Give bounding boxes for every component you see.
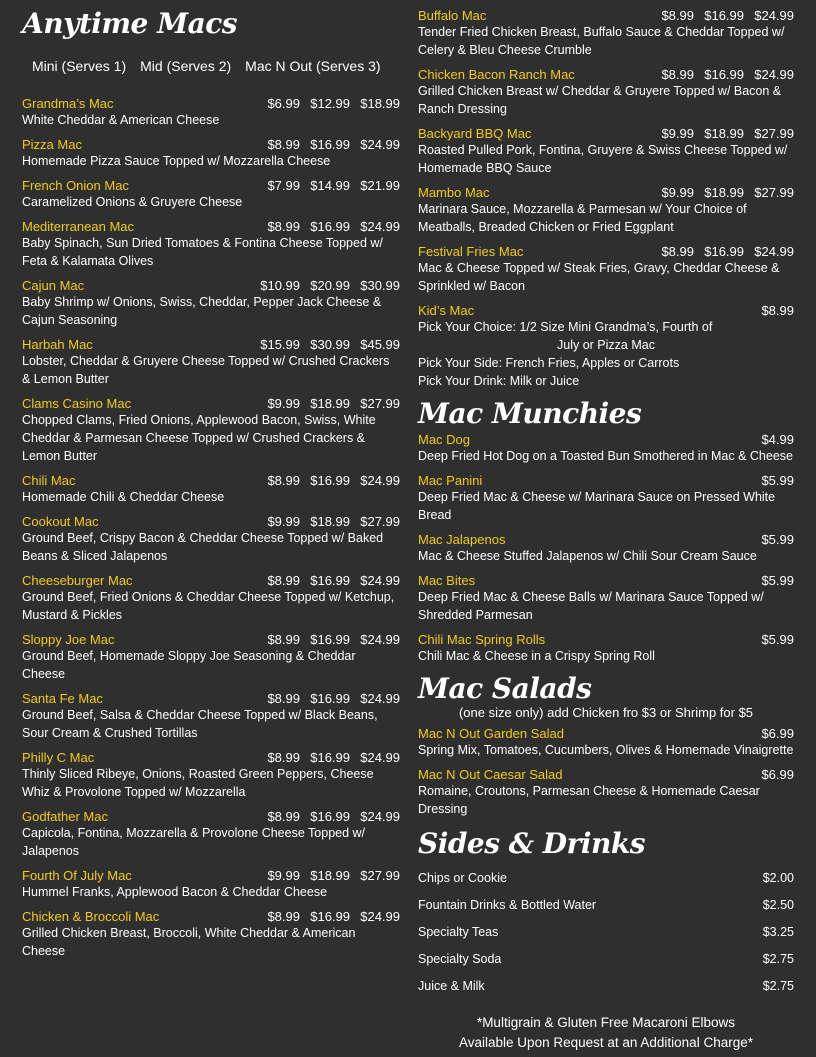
menu-item-price: $5.99 bbox=[761, 632, 794, 647]
menu-item-price: $16.99 bbox=[310, 219, 350, 234]
menu-item-name: Cajun Mac bbox=[22, 278, 85, 293]
menu-item-name: Chicken & Broccoli Mac bbox=[22, 909, 160, 924]
menu-item-description: Deep Fried Hot Dog on a Toasted Bun Smothered in Mac & Cheese bbox=[418, 449, 793, 463]
menu-item bbox=[418, 632, 794, 665]
menu-item-name: Clams Casino Mac bbox=[22, 396, 132, 411]
menu-item-description: Mac & Cheese Topped w/ Steak Fries, Gravy, Cheddar Cheese & Sprinkled w/ Bacon bbox=[418, 261, 780, 293]
menu-item bbox=[22, 337, 400, 388]
menu-item-description: Ground Beef, Homemade Sloppy Joe Seasoning & Cheddar Cheese bbox=[22, 649, 356, 681]
menu-item-description: Homemade Pizza Sauce Topped w/ Mozzarella Cheese bbox=[22, 154, 331, 168]
menu-item bbox=[22, 178, 400, 211]
menu-item-price: $24.99 bbox=[754, 244, 794, 259]
side-item-name: Chips or Cookie bbox=[418, 870, 507, 885]
menu-item bbox=[22, 396, 400, 465]
side-item-price: $3.25 bbox=[762, 924, 794, 939]
menu-item-name: Kid’s Mac bbox=[418, 303, 475, 318]
menu-item-name: Grandma’s Mac bbox=[22, 96, 114, 111]
kids-side-line: Pick Your Side: French Fries, Apples or Carrots bbox=[418, 356, 680, 370]
side-item-name: Specialty Teas bbox=[418, 924, 499, 939]
menu-item-name: Mac Bites bbox=[418, 573, 476, 588]
menu-item bbox=[22, 573, 400, 624]
menu-item-price: $8.99 bbox=[267, 809, 300, 824]
menu-item-description: Romaine, Croutons, Parmesan Cheese & Homemade Caesar Dressing bbox=[418, 784, 760, 816]
menu-item-price: $24.99 bbox=[754, 67, 794, 82]
menu-item bbox=[22, 473, 400, 506]
menu-item-name: Mac N Out Caesar Salad bbox=[418, 767, 563, 782]
side-item-price: $2.50 bbox=[762, 897, 794, 912]
menu-item-price: $27.99 bbox=[360, 868, 400, 883]
menu-item-name: Mac Jalapenos bbox=[418, 532, 506, 547]
menu-item-price: $16.99 bbox=[310, 632, 350, 647]
menu-item-price: $5.99 bbox=[761, 532, 794, 547]
menu-item bbox=[22, 632, 400, 683]
menu-item-name: Cookout Mac bbox=[22, 514, 99, 529]
menu-item bbox=[418, 67, 794, 118]
menu-item-price: $24.99 bbox=[360, 137, 400, 152]
menu-item bbox=[22, 514, 400, 565]
salads-list bbox=[418, 726, 794, 818]
footnote-line-1: *Multigrain & Gluten Free Macaroni Elbows bbox=[476, 1015, 736, 1030]
menu-item-price: $9.99 bbox=[267, 868, 300, 883]
footnote bbox=[418, 1013, 794, 1053]
menu-item-name: Santa Fe Mac bbox=[22, 691, 103, 706]
menu-item bbox=[418, 8, 794, 59]
menu-item-price: $16.99 bbox=[310, 909, 350, 924]
menu-item-description: Hummel Franks, Applewood Bacon & Cheddar Cheese bbox=[22, 885, 328, 899]
menu-item-description: White Cheddar & American Cheese bbox=[22, 113, 220, 127]
menu-item-price: $8.99 bbox=[267, 691, 300, 706]
right-column bbox=[418, 0, 794, 1053]
menu-item bbox=[22, 909, 400, 960]
menu-item-price: $18.99 bbox=[704, 185, 744, 200]
side-item-price: $2.75 bbox=[762, 951, 794, 966]
menu-item-description: Roasted Pulled Pork, Fontina, Gruyere & Swiss Cheese Topped w/ Homemade BBQ Sauce bbox=[418, 143, 788, 175]
menu-item bbox=[22, 137, 400, 170]
menu-item-name: Sloppy Joe Mac bbox=[22, 632, 115, 647]
menu-item-name: Mac Panini bbox=[418, 473, 483, 488]
menu-item-price: $8.99 bbox=[267, 473, 300, 488]
menu-item-price: $16.99 bbox=[310, 691, 350, 706]
size-mini: Mini (Serves 1) bbox=[32, 58, 127, 74]
menu-item-name: Harbah Mac bbox=[22, 337, 93, 352]
menu-item bbox=[22, 750, 400, 801]
menu-item-price: $24.99 bbox=[360, 632, 400, 647]
menu-item-description: Chopped Clams, Fried Onions, Applewood Bacon, Swiss, White Cheddar & Parmesan Cheese Topped w/ Crushed Crackers & Lemon Butter bbox=[22, 413, 376, 463]
menu-item-price: $16.99 bbox=[704, 8, 744, 23]
menu-item-description: Baby Shrimp w/ Onions, Swiss, Cheddar, Pepper Jack Cheese & Cajun Seasoning bbox=[22, 295, 382, 327]
menu-item-price: $27.99 bbox=[754, 126, 794, 141]
menu-item-price: $16.99 bbox=[704, 67, 744, 82]
menu-item-description bbox=[418, 318, 794, 390]
menu-item-description: Deep Fried Mac & Cheese Balls w/ Marinara Sauce Topped w/ Shredded Parmesan bbox=[418, 590, 764, 622]
menu-item-price: $27.99 bbox=[360, 514, 400, 529]
kids-choice-line: Pick Your Choice: 1/2 Size Mini Grandma’s, Fourth of bbox=[418, 320, 713, 334]
menu-item-price: $18.99 bbox=[310, 514, 350, 529]
menu-item-description: Grilled Chicken Breast, Broccoli, White Cheddar & American Cheese bbox=[22, 926, 356, 958]
menu-item-price: $5.99 bbox=[761, 473, 794, 488]
menu-item-price: $30.99 bbox=[310, 337, 350, 352]
menu-item-price: $8.99 bbox=[761, 303, 794, 318]
menu-item-price: $9.99 bbox=[661, 185, 694, 200]
menu-item-price: $16.99 bbox=[310, 573, 350, 588]
menu-item bbox=[22, 868, 400, 901]
menu-item-price: $9.99 bbox=[661, 126, 694, 141]
menu-item bbox=[418, 185, 794, 236]
menu-item-price: $16.99 bbox=[310, 473, 350, 488]
side-item bbox=[418, 864, 794, 891]
menu-item-name: Cheeseburger Mac bbox=[22, 573, 133, 588]
menu-item-price: $16.99 bbox=[310, 137, 350, 152]
side-item-price: $2.00 bbox=[762, 870, 794, 885]
kids-drink-line: Pick Your Drink: Milk or Juice bbox=[418, 374, 580, 388]
menu-item-name: Festival Fries Mac bbox=[418, 244, 524, 259]
menu-item-price: $21.99 bbox=[360, 178, 400, 193]
menu-item-description: Deep Fried Mac & Cheese w/ Marinara Sauce on Pressed White Bread bbox=[418, 490, 776, 522]
menu-item-description: Ground Beef, Salsa & Cheddar Cheese Topped w/ Black Beans, Sour Cream & Crushed Tortillas bbox=[22, 708, 378, 740]
specialty-menu-list bbox=[418, 8, 794, 295]
menu-item-price: $24.99 bbox=[360, 473, 400, 488]
menu-item-price: $8.99 bbox=[267, 909, 300, 924]
menu-item-price: $24.99 bbox=[360, 573, 400, 588]
menu-item-name: Mediterranean Mac bbox=[22, 219, 134, 234]
menu-item bbox=[22, 96, 400, 129]
size-headers bbox=[32, 58, 400, 74]
menu-item-price: $6.99 bbox=[761, 726, 794, 741]
menu-item-price: $8.99 bbox=[267, 137, 300, 152]
menu-item-description: Chili Mac & Cheese in a Crispy Spring Roll bbox=[418, 649, 655, 663]
menu-item-price: $6.99 bbox=[267, 96, 300, 111]
menu-item-price: $8.99 bbox=[661, 67, 694, 82]
menu-item-price: $30.99 bbox=[360, 278, 400, 293]
menu-item-price: $8.99 bbox=[267, 573, 300, 588]
menu-item bbox=[418, 244, 794, 295]
menu-item-description: Thinly Sliced Ribeye, Onions, Roasted Green Peppers, Cheese Whiz & Provolone Topped w/ Mozzarella bbox=[22, 767, 374, 799]
size-mid: Mid (Serves 2) bbox=[140, 58, 232, 74]
menu-item-price: $24.99 bbox=[360, 750, 400, 765]
menu-item-description: Baby Spinach, Sun Dried Tomatoes & Fontina Cheese Topped w/ Feta & Kalamata Olives bbox=[22, 236, 383, 268]
menu-item-price: $10.99 bbox=[260, 278, 300, 293]
menu-item-description: Caramelized Onions & Gruyere Cheese bbox=[22, 195, 243, 209]
anytime-menu-list bbox=[22, 96, 400, 960]
menu-item-name: Fourth Of July Mac bbox=[22, 868, 132, 883]
menu-item-price: $16.99 bbox=[704, 244, 744, 259]
menu-item-description: Homemade Chili & Cheddar Cheese bbox=[22, 490, 225, 504]
menu-item bbox=[22, 809, 400, 860]
menu-item-price: $15.99 bbox=[260, 337, 300, 352]
menu-item bbox=[22, 691, 400, 742]
menu-item-name: Buffalo Mac bbox=[418, 8, 487, 23]
menu-item-price: $8.99 bbox=[267, 219, 300, 234]
munchies-list bbox=[418, 432, 794, 665]
menu-item-price: $8.99 bbox=[661, 8, 694, 23]
footnote-line-2: Available Upon Request at an Additional Charge* bbox=[459, 1035, 753, 1050]
menu-item bbox=[418, 303, 794, 390]
menu-item-price: $27.99 bbox=[360, 396, 400, 411]
menu-item-price: $8.99 bbox=[267, 632, 300, 647]
menu-item-name: Mac Dog bbox=[418, 432, 471, 447]
menu-item-description: Mac & Cheese Stuffed Jalapenos w/ Chili Sour Cream Sauce bbox=[418, 549, 757, 563]
menu-item bbox=[418, 767, 794, 818]
menu-item-description: Spring Mix, Tomatoes, Cucumbers, Olives & Homemade Vinaigrette bbox=[418, 743, 794, 757]
menu-item-price: $16.99 bbox=[310, 809, 350, 824]
menu-item-price: $7.99 bbox=[267, 178, 300, 193]
menu-item-name: Chicken Bacon Ranch Mac bbox=[418, 67, 575, 82]
menu-item-name: Chili Mac bbox=[22, 473, 76, 488]
menu-item-price: $4.99 bbox=[761, 432, 794, 447]
menu-item-price: $18.99 bbox=[310, 396, 350, 411]
side-item bbox=[418, 891, 794, 918]
menu-item-description: Grilled Chicken Breast w/ Cheddar & Gruyere Topped w/ Bacon & Ranch Dressing bbox=[418, 84, 782, 116]
left-column bbox=[22, 0, 400, 968]
menu-item-price: $24.99 bbox=[360, 809, 400, 824]
salads-subtitle: (one size only) add Chicken fro $3 or Shrimp for $5 bbox=[458, 705, 754, 720]
menu-item-price: $18.99 bbox=[360, 96, 400, 111]
side-item bbox=[418, 972, 794, 999]
menu-item bbox=[418, 473, 794, 524]
side-item-name: Specialty Soda bbox=[418, 951, 502, 966]
menu-item-price: $18.99 bbox=[310, 868, 350, 883]
menu-item bbox=[418, 726, 794, 759]
menu-item-price: $5.99 bbox=[761, 573, 794, 588]
side-item bbox=[418, 945, 794, 972]
kids-choice-line-2: July or Pizza Mac bbox=[557, 338, 655, 352]
menu-item-price: $27.99 bbox=[754, 185, 794, 200]
menu-item-name: Mac N Out Garden Salad bbox=[418, 726, 564, 741]
mac-salads-title: Mac Salads bbox=[418, 672, 592, 705]
menu-item-name: Mambo Mac bbox=[418, 185, 490, 200]
menu-item-price: $8.99 bbox=[661, 244, 694, 259]
menu-item-price: $20.99 bbox=[310, 278, 350, 293]
menu-item-description: Ground Beef, Fried Onions & Cheddar Cheese Topped w/ Ketchup, Mustard & Pickles bbox=[22, 590, 395, 622]
menu-item-name: Philly C Mac bbox=[22, 750, 95, 765]
side-item-name: Juice & Milk bbox=[418, 978, 485, 993]
menu-item-price: $24.99 bbox=[360, 219, 400, 234]
side-item bbox=[418, 918, 794, 945]
size-mac-n-out: Mac N Out (Serves 3) bbox=[245, 58, 381, 74]
menu-item bbox=[22, 219, 400, 270]
menu-item-name: French Onion Mac bbox=[22, 178, 129, 193]
menu-item-description: Tender Fried Chicken Breast, Buffalo Sauce & Cheddar Topped w/ Celery & Bleu Cheese Crumble bbox=[418, 25, 785, 57]
menu-item-price: $12.99 bbox=[310, 96, 350, 111]
menu-item-price: $16.99 bbox=[310, 750, 350, 765]
menu-item bbox=[418, 532, 794, 565]
menu-item-name: Godfather Mac bbox=[22, 809, 108, 824]
menu-item bbox=[418, 573, 794, 624]
menu-item-description: Marinara Sauce, Mozzarella & Parmesan w/ Your Choice of Meatballs, Breaded Chicken or Fried Eggplant bbox=[418, 202, 747, 234]
menu-item-price: $18.99 bbox=[704, 126, 744, 141]
sides-list bbox=[418, 864, 794, 999]
menu-item-price: $6.99 bbox=[761, 767, 794, 782]
menu-item-description: Capicola, Fontina, Mozzarella & Provolone Cheese Topped w/ Jalapenos bbox=[22, 826, 366, 858]
menu-item bbox=[418, 126, 794, 177]
menu-item-price: $24.99 bbox=[754, 8, 794, 23]
menu-item-description: Ground Beef, Crispy Bacon & Cheddar Cheese Topped w/ Baked Beans & Sliced Jalapenos bbox=[22, 531, 384, 563]
menu-item-price: $45.99 bbox=[360, 337, 400, 352]
menu-item bbox=[22, 278, 400, 329]
anytime-macs-title: Anytime Macs bbox=[22, 7, 238, 40]
menu-item-price: $8.99 bbox=[267, 750, 300, 765]
sides-drinks-title: Sides & Drinks bbox=[418, 827, 645, 860]
side-item-name: Fountain Drinks & Bottled Water bbox=[418, 897, 597, 912]
menu-item-price: $24.99 bbox=[360, 691, 400, 706]
mac-munchies-title: Mac Munchies bbox=[418, 397, 642, 430]
menu-item-price: $9.99 bbox=[267, 514, 300, 529]
menu-item-description: Lobster, Cheddar & Gruyere Cheese Topped w/ Crushed Crackers & Lemon Butter bbox=[22, 354, 390, 386]
menu-item-price: $14.99 bbox=[310, 178, 350, 193]
menu-item-price: $9.99 bbox=[267, 396, 300, 411]
menu-item-price: $24.99 bbox=[360, 909, 400, 924]
menu-item bbox=[418, 432, 794, 465]
menu-item-name: Pizza Mac bbox=[22, 137, 82, 152]
side-item-price: $2.75 bbox=[762, 978, 794, 993]
menu-item-name: Backyard BBQ Mac bbox=[418, 126, 532, 141]
menu-item-name: Chili Mac Spring Rolls bbox=[418, 632, 546, 647]
